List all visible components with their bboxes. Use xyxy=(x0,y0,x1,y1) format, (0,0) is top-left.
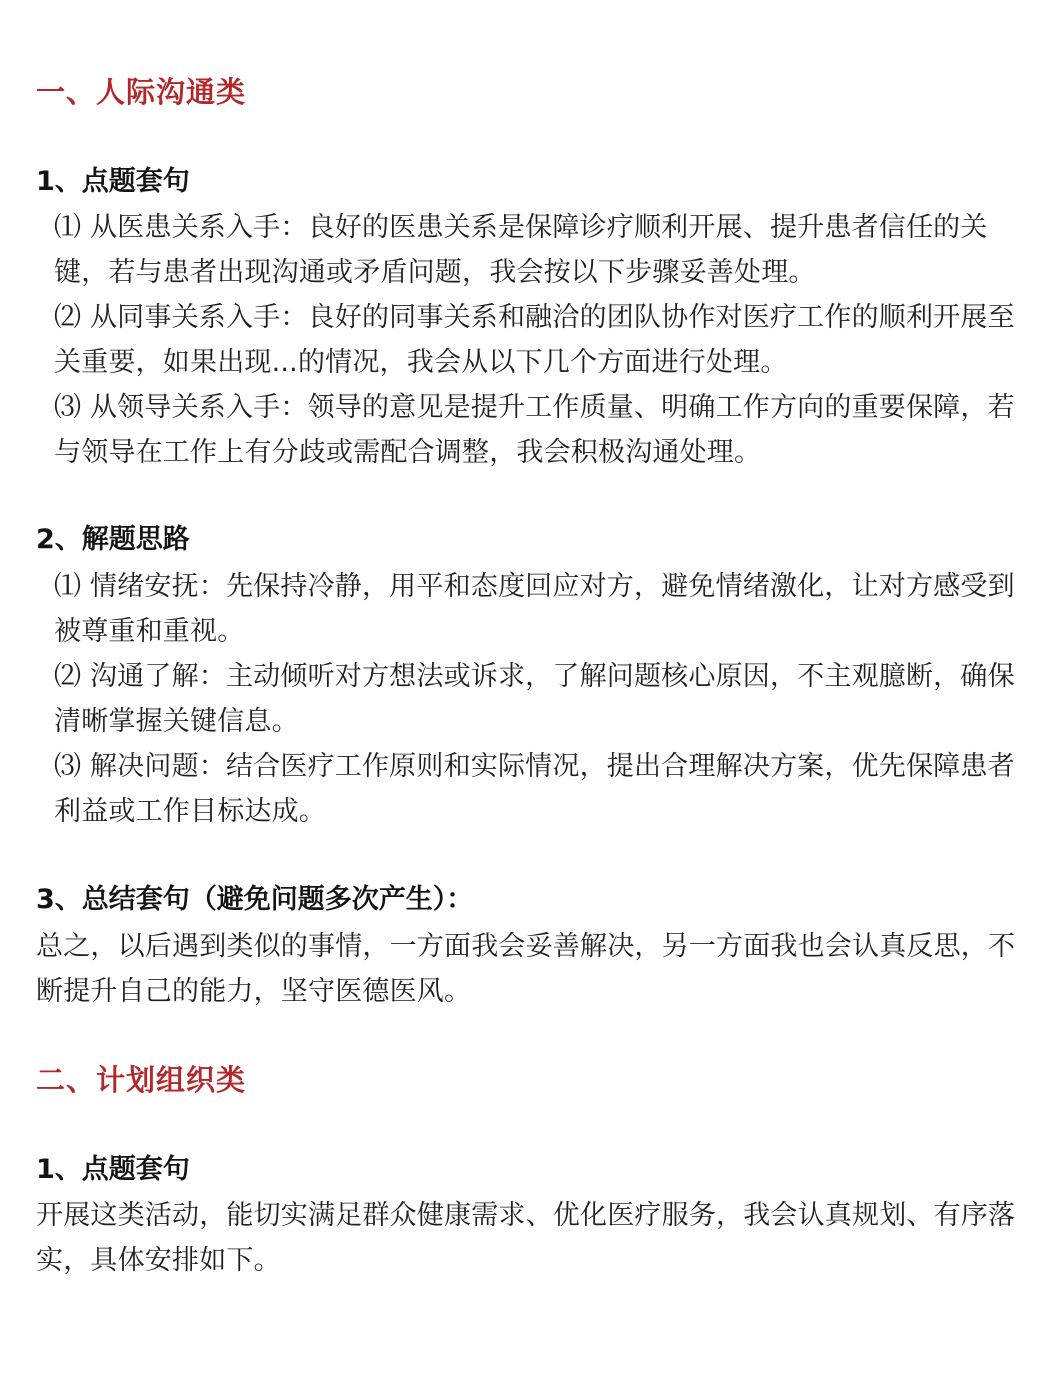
section-title-planning-organizing: 二、计划组织类 xyxy=(36,1063,247,1097)
subheading-planning-opening-phrase: 1、点题套句 xyxy=(36,1154,190,1185)
subheading-opening-phrases: 1、点题套句 xyxy=(36,166,190,197)
list-item-problem-solving: ⑶ 解决问题：结合医疗工作原则和实际情况，提出合理解决方案，优先保障患者利益或工作目标达成。 xyxy=(54,751,1015,827)
subheading-summary-phrase: 3、总结套句（避免问题多次产生）： xyxy=(36,884,474,915)
solution-approach-list xyxy=(36,564,1020,834)
section-title-interpersonal-communication: 一、人际沟通类 xyxy=(36,75,247,109)
planning-paragraph: 开展这类活动，能切实满足群众健康需求、优化医疗服务，我会认真规划、有序落实，具体安排如下。 xyxy=(36,1200,1016,1276)
planning-opening-body xyxy=(36,1193,1020,1283)
list-item-doctor-patient: ⑴ 从医患关系入手：良好的医患关系是保障诊疗顺利开展、提升患者信任的关键，若与患者出现沟通或矛盾问题，我会按以下步骤妥善处理。 xyxy=(54,212,988,288)
list-item-emotion-soothing: ⑴ 情绪安抚：先保持冷静，用平和态度回应对方，避免情绪激化，让对方感受到被尊重和重视。 xyxy=(54,571,1015,647)
opening-phrases-list xyxy=(36,205,1020,475)
list-item-colleague: ⑵ 从同事关系入手：良好的同事关系和融洽的团队协作对医疗工作的顺利开展至关重要，如果出现...的情况，我会从以下几个方面进行处理。 xyxy=(54,302,1015,378)
list-item-communication: ⑵ 沟通了解：主动倾听对方想法或诉求，了解问题核心原因，不主观臆断，确保清晰掌握关键信息。 xyxy=(54,661,1015,737)
subheading-solution-approach: 2、解题思路 xyxy=(36,524,190,555)
summary-phrase-body xyxy=(36,924,1020,1014)
list-item-leader: ⑶ 从领导关系入手：领导的意见是提升工作质量、明确工作方向的重要保障，若与领导在工作上有分歧或需配合调整，我会积极沟通处理。 xyxy=(54,392,1015,468)
summary-paragraph: 总之，以后遇到类似的事情，一方面我会妥善解决，另一方面我也会认真反思，不断提升自己的能力，坚守医德医风。 xyxy=(36,931,1016,1007)
